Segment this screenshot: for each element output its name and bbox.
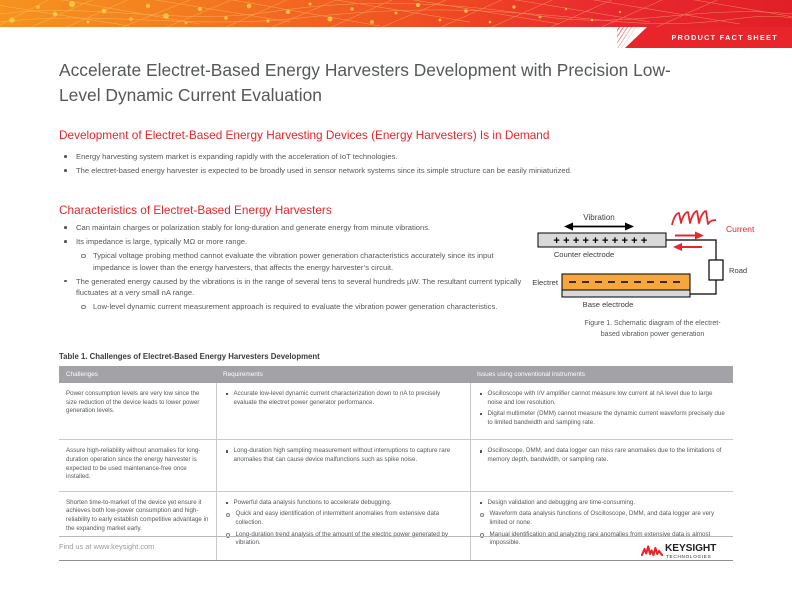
column-header-challenges: Challenges — [59, 366, 216, 383]
cell-challenge: Assure high-reliability without anomalies for long-duration operation since the energy harvester is expected to be used maintenance-free once installed. — [59, 440, 216, 491]
section2-bullet-list — [59, 222, 529, 315]
section1-heading: Development of Electret-Based Energy Harvesting Devices (Energy Harvesters) Is in Demand — [59, 128, 550, 142]
list-item: Its impedance is large, typically MΩ or more range. — [59, 236, 529, 248]
list-item: Oscilloscope with I/V amplifier cannot measure low current at nA level due to large noise and low resolution. — [478, 390, 727, 407]
page-title: Accelerate Electret-Based Energy Harvesters Development with Precision Low-Level Dynamic Current Evaluation — [59, 60, 671, 105]
keysight-subtitle: TECHNOLOGIES — [666, 554, 712, 559]
road-label: Road — [729, 266, 748, 275]
list-item: The electret-based energy harvester is expected to be broadly used in sensor network systems since its simple structure can be easily miniaturized. — [59, 165, 699, 177]
list-item: Long-duration high sampling measurement without interruptions to capture rare anomalies that can cause device malfunctions such as spike noise. — [224, 447, 463, 464]
list-item: Can maintain charges or polarization stably for long-duration and generate energy from minute vibrations. — [59, 222, 529, 234]
cell-challenge: Shorten time-to-market of the device yet ensure it achieves both low-power consumption and high-reliability to early establish competitive advantage in the expanding market early. — [59, 491, 216, 560]
list-item: Accurate low-level dynamic current characterization down to nA to precisely evaluate the electret power generator performance. — [224, 390, 463, 407]
cell-challenge: Power consumption levels are very low since the size reduction of the device leads to lower power generation levels. — [59, 383, 216, 440]
footer-divider — [59, 536, 733, 537]
cell-requirements — [216, 491, 470, 560]
keysight-waveform-icon — [641, 545, 663, 559]
list-item: The generated energy caused by the vibrations is in the range of several tens to several hundreds µW. The resultant current typically fluctuates at a very small nA range. — [59, 276, 529, 299]
banner-network-pattern — [0, 0, 792, 27]
requirements-sublist — [224, 510, 463, 547]
vibration-arrow-icon — [564, 223, 634, 231]
footer-url[interactable]: Find us at www.keysight.com — [59, 542, 155, 551]
keysight-logo — [641, 543, 739, 565]
cell-issues — [470, 383, 733, 440]
list-item: Energy harvesting system market is expanding rapidly with the acceleration of IoT technologies. — [59, 151, 699, 163]
cell-issues — [470, 440, 733, 491]
list-item: Typical voltage probing method cannot evaluate the vibration power generation characteristics accurately since its input impedance is lower than the energy harvesters, that affects the energy harvester’s circuit. — [59, 250, 529, 273]
current-label: Current — [726, 224, 755, 234]
top-banner — [0, 0, 792, 27]
figure-caption — [520, 318, 785, 340]
list-item: Powerful data analysis functions to accelerate debugging. — [224, 499, 463, 508]
column-header-requirements: Requirements — [216, 366, 470, 383]
section1-bullet-list — [59, 151, 699, 179]
issues-list — [478, 499, 727, 508]
list-item: Oscilloscope, DMM, and data logger can miss rare anomalies due to the limitations of memory depth, bandwidth, or sampling rate. — [478, 447, 727, 464]
list-item: Manual identification and analyzing rare anomalies from extensive data is almost impossible. — [478, 531, 727, 548]
requirements-list — [224, 390, 463, 407]
list-item: Waveform data analysis functions of Oscilloscope, DMM, and data logger are very limited or none. — [478, 510, 727, 527]
challenges-table — [59, 366, 733, 561]
vibration-label: Vibration — [583, 213, 615, 222]
issues-list — [478, 390, 727, 427]
electret-label: Electret — [532, 278, 558, 287]
tag-label: PRODUCT FACT SHEET — [671, 32, 778, 42]
current-arrows-icon — [673, 232, 704, 252]
list-item: Quick and easy identification of intermittent anomalies from extensive data collection. — [224, 510, 463, 527]
requirements-list — [224, 499, 463, 508]
base-electrode-label: Base electrode — [582, 300, 634, 309]
section2-heading: Characteristics of Electret-Based Energy Harvesters — [59, 203, 332, 217]
tag-triangle-decoration — [625, 27, 647, 48]
list-item: Low-level dynamic current measurement approach is required to evaluate the vibration power generation characteristics. — [59, 301, 529, 313]
cell-requirements — [216, 440, 470, 491]
product-fact-sheet-tag — [617, 27, 792, 48]
list-item: Long-duration trend analysis of the amount of the electric power generated by vibration. — [224, 531, 463, 548]
current-waveform-icon — [672, 211, 716, 225]
table-row — [59, 440, 733, 491]
list-item: Design validation and debugging are time-consuming. — [478, 499, 727, 508]
figure-caption-line1: Figure 1. Schematic diagram of the electret- — [584, 320, 721, 327]
table-row — [59, 491, 733, 560]
table-header-row — [59, 366, 733, 383]
counter-electrode-label: Counter electrode — [553, 250, 615, 259]
table-title: Table 1. Challenges of Electret-Based Energy Harvesters Development — [59, 352, 320, 361]
requirements-list — [224, 447, 463, 464]
list-item: Digital multimeter (DMM) cannot measure the dynamic current waveform precisely due to limited bandwidth and sampling rate. — [478, 410, 727, 427]
figure-caption-line2: based vibration power generation — [600, 331, 705, 338]
table-row — [59, 383, 733, 440]
cell-requirements — [216, 383, 470, 440]
column-header-issues: Issues using conventional instruments — [470, 366, 733, 383]
plus-charges-label: ++++++++++ — [553, 235, 651, 247]
issues-list — [478, 447, 727, 464]
keysight-wordmark: KEYSIGHT — [665, 543, 717, 554]
